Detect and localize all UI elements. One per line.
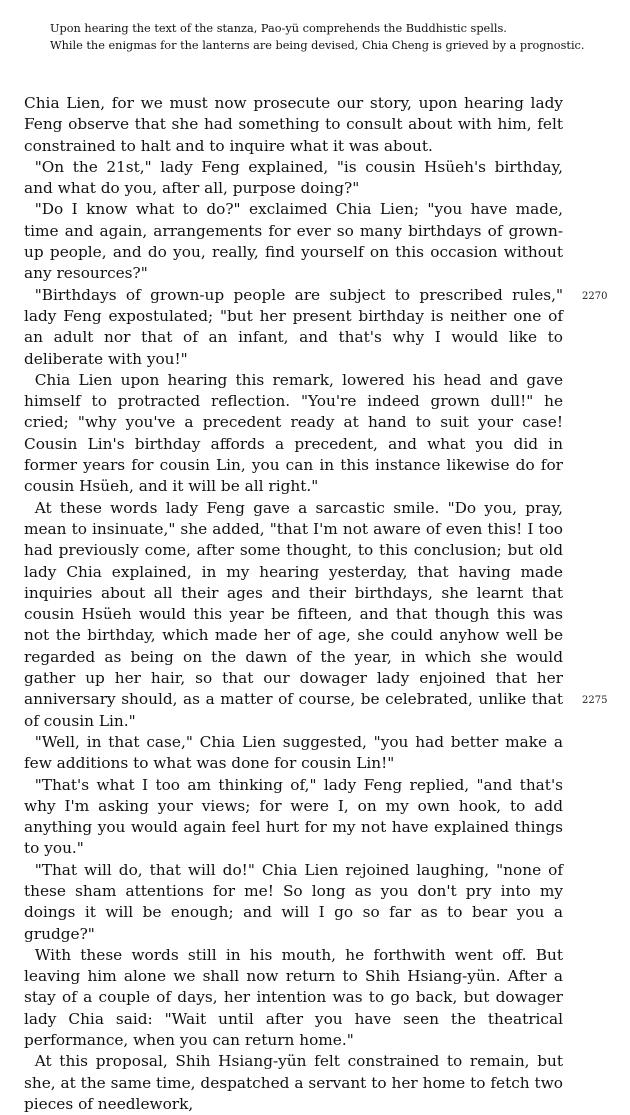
summary-line-1: Upon hearing the text of the stanza, Pao-yü comprehends the Buddhistic spells. — [50, 22, 507, 35]
paragraph: "On the 21st," lady Feng explained, "is cousin Hsüeh's birthday, and what do you, after all, purpose doing?" — [24, 157, 563, 198]
paragraph: Chia Lien, for we must now prosecute our story, upon hearing lady Feng observe that she had something to consult about with him, felt constrained to halt and to inquire what it was about. — [24, 94, 563, 155]
paragraph: "That will do, that will do!" Chia Lien rejoined laughing, "none of these sham attentions for me! So long as you don't pry into my doings it will be enough; and will I go so far as to bear you a grudge?" — [24, 860, 563, 943]
page-body-text — [24, 93, 563, 1115]
paragraph: Chia Lien upon hearing this remark, lowered his head and gave himself to protracted reflection. "You're indeed grown dull!" he cried; "why you've a precedent ready at hand to suit your case! Cousin Lin's birthday affords a precedent, and what you did in former years for cousin Lin, you can in this instance likewise do for cousin Hsüeh, and it will be all right." — [24, 370, 563, 496]
paragraph: "Do I know what to do?" exclaimed Chia Lien; "you have made, time and again, arrangements for ever so many birthdays of grown-up people, and do you, really, find yourself on this occasion without any resources?" — [24, 200, 563, 283]
paragraph: "That's what I too am thinking of," lady Feng replied, "and that's why I'm asking your views; for were I, on my own hook, to add anything you would again feel hurt for my not have explained things to you." — [24, 775, 563, 858]
margin-line-number: 2275 — [582, 695, 608, 706]
margin-line-number: 2270 — [582, 291, 608, 302]
summary-line-2: While the enigmas for the lanterns are being devised, Chia Cheng is grieved by a prognostic. — [50, 39, 585, 52]
paragraph: "Birthdays of grown-up people are subject to prescribed rules," lady Feng expostulated; "but her present birthday is neither one of an adult nor that of an infant, and that's why I would like to deliberate with you!" — [24, 285, 563, 368]
paragraph: With these words still in his mouth, he forthwith went off. But leaving him alone we shall now return to Shih Hsiang-yün. After a stay of a couple of days, her intention was to go back, but dowager lady Chia said: "Wait until after you have seen the theatrical performance, when you can return home." — [24, 945, 563, 1050]
paragraph: At this proposal, Shih Hsiang-yün felt constrained to remain, but she, at the same time, despatched a servant to her home to fetch two pieces of needlework, — [24, 1052, 563, 1113]
paragraph: At these words lady Feng gave a sarcastic smile. "Do you, pray, mean to insinuate," she added, "that I'm not aware of even this! I too had previously come, after some thought, to this conclusion; but old lady Chia explained, in my hearing yesterday, that having made inquiries about all their ages and their birthdays, she learnt that cousin Hsüeh would this year be fifteen, and that though this was not the birthday, which made her of age, she could anyhow well be regarded as being on the dawn of the year, in which she would gather up her hair, so that our dowager lady enjoined that her anniversary should, as a matter of course, be celebrated, unlike that of cousin Lin." — [24, 498, 563, 730]
chapter-summary-header — [50, 20, 585, 54]
paragraph: "Well, in that case," Chia Lien suggested, "you had better make a few additions to what was done for cousin Lin!" — [24, 732, 563, 773]
